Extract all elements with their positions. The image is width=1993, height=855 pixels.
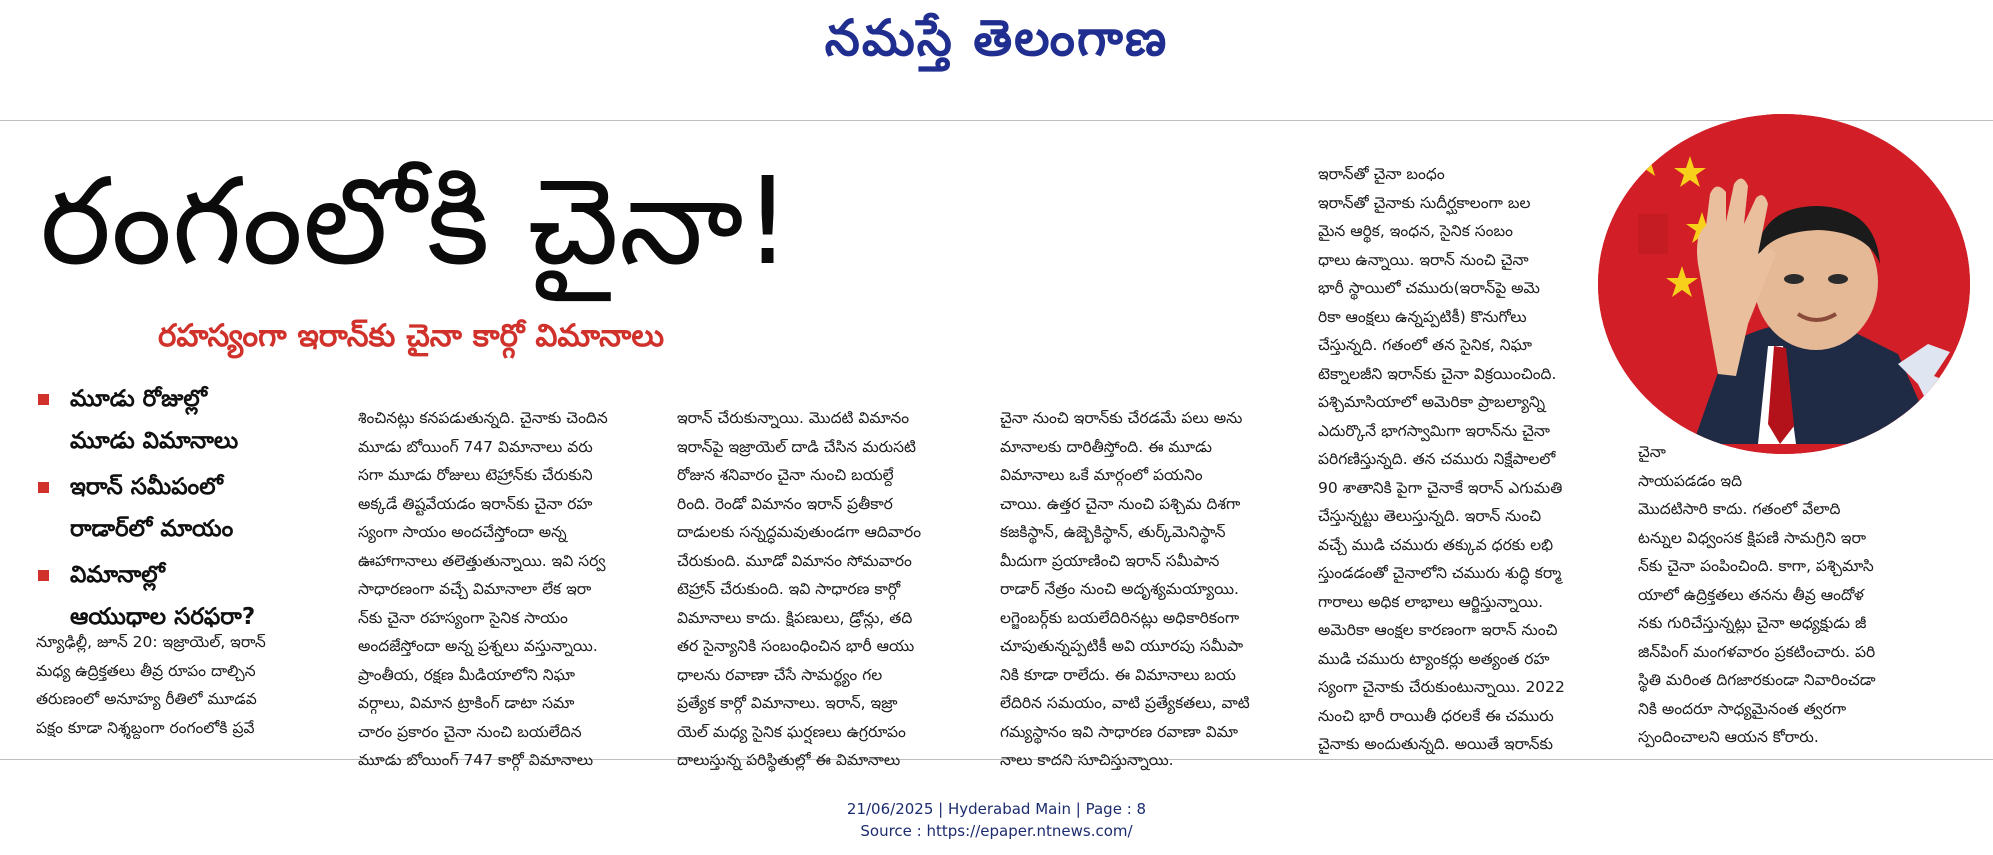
article-text-line: చైనా (1638, 443, 1666, 461)
article-text-line: వర్గాలు, విమాన ట్రాకింగ్ డాటా సమా (358, 694, 575, 712)
article-text-line: చాయి. ఉత్తర చైనా నుంచి పశ్చిమ దిశగా (1000, 494, 1241, 513)
article-text-line: లగ్జెంబర్గ్‌కు బయలేదిరినట్లు అధికారికంగా (1000, 608, 1240, 627)
article-text-line: టన్నుల విధ్వంసక క్షిపణి సామగ్రిని ఇరా (1638, 528, 1866, 547)
article-text-line: అక్కడే తిష్టవేయడం ఇరాన్‌కు చైనా రహ (358, 494, 593, 513)
article-text-line: అందజేస్తోందా అన్న ప్రశ్నలు వస్తున్నాయి. (358, 637, 598, 655)
article-text-line: నికి అందరూ సాధ్యమైనంత త్వరగా (1638, 699, 1847, 718)
article-text-line: పక్షం కూడా నిశ్శబ్దంగా రంగంలోకి ప్రవే (36, 718, 255, 737)
article-text-line: అమెరికా ఆంక్షల కారణంగా ఇరాన్ నుంచి (1318, 621, 1558, 639)
portrait-illustration (1598, 114, 1970, 454)
article-text-line: ఊహాగానాలు తలెత్తుతున్నాయి. ఇవి సర్వ (358, 551, 606, 570)
article-text-line: వచ్చే ముడి చమురు తక్కువ ధరకు లభి (1318, 535, 1554, 554)
article-text-line: రికా ఆంక్షలు ఉన్నప్పటికీ) కొనుగోలు (1318, 307, 1527, 326)
bullet-text: విమానాల్లో (70, 562, 165, 588)
article-column-6 (1638, 438, 1968, 752)
footer-source: Source : https://epaper.ntnews.com/ (860, 822, 1133, 840)
article-text-line: చేస్తున్నట్టు తెలుస్తున్నది. ఇరాన్ నుంచి (1318, 507, 1542, 525)
article-text-line: నాలు కాదని సూచిస్తున్నాయి. (1000, 751, 1174, 769)
bullet-square-icon (38, 482, 49, 493)
bullet-text: మూడు విమానాలు (70, 428, 239, 454)
article-text-line: మీదుగా ప్రయాణించి ఇరాన్ సమీపాన (1000, 551, 1220, 570)
article-text-line: విమానాలు ఒకే మార్గంలో పయనిం (1000, 466, 1203, 484)
article-text-line: నకు గురిచేస్తున్నట్లు చైనా అధ్యక్షుడు జీ (1638, 614, 1867, 632)
article-text-line: ఇరాన్‌తో చైనా బంధం (1318, 165, 1445, 183)
bullet-text: మూడు రోజుల్లో (70, 386, 208, 412)
bullet-square-icon (38, 570, 49, 581)
article-text-line: చూపుతున్నప్పటికీ అవి యూరపు సమీపా (1000, 637, 1244, 655)
bullet-highlights (34, 378, 344, 642)
article-text-line: ధాలు ఉన్నాయి. ఇరాన్ నుంచి చైనా (1318, 250, 1529, 269)
article-column-2 (358, 404, 678, 775)
article-text-line: స్యంగా చైనాకు చేరుకుంటున్నాయి. 2022 (1318, 678, 1565, 696)
article-text-line: న్‌కు చైనా రహస్యంగా సైనిక సాయం (358, 608, 568, 627)
article-text-line: టెహ్రాన్ చేరుకుంది. ఇవి సాధారణ కార్గో (677, 580, 901, 598)
article-text-line: రింది. రెండో విమానం ఇరాన్ ప్రతీకార (677, 494, 893, 513)
article-text-line: చారం ప్రకారం చైనా నుంచి బయలేదిన (358, 722, 582, 741)
article-text-line: దాడులకు సన్నద్ధమవుతుండగా ఆదివారం (677, 523, 922, 541)
article-text-line: నికి కూడా రాలేదు. ఈ విమానాలు బయ (1000, 665, 1236, 684)
article-text-line: చేరుకుంది. మూడో విమానం సోమవారం (677, 551, 912, 570)
article-text-line: న్యూఢిల్లీ, జూన్ 20: ఇజ్రాయెల్, ఇరాన్ (36, 633, 266, 651)
article-text-line: సాయపడడం ఇది (1638, 471, 1743, 490)
article-text-line: 90 శాతానికి పైగా చైనాకే ఇరాన్ ఎగుమతి (1318, 478, 1563, 497)
article-text-line: మైన ఆర్థిక, ఇంధన, సైనిక సంబం (1318, 222, 1513, 240)
article-text-line: జిన్‌పింగ్ మంగళవారం ప్రకటించారు. పరి (1638, 642, 1876, 661)
article-text-line: ప్రాంతీయ, రక్షణ మీడియాలోని నిఘా (358, 665, 575, 684)
article-text-line: స్పందించాలని ఆయన కోరారు. (1638, 728, 1819, 746)
article-text-line: సాధారణంగా వచ్చే విమానాలా లేక ఇరా (358, 580, 592, 598)
article-text-line: పశ్చిమాసియాలో అమెరికా ప్రాబల్యాన్ని (1318, 393, 1546, 411)
bullet-text: ఇరాన్ సమీపంలో (70, 474, 223, 500)
article-text-line: మూడు బోయింగ్ 747 విమానాలు వరు (358, 437, 593, 456)
footer-date-edition: 21/06/2025 | Hyderabad Main | Page : 8 (846, 800, 1147, 818)
page-footer (0, 798, 1993, 842)
article-text-line: కజకిస్థాన్, ఉజ్బెకిస్థాన్, తుర్క్‌మెనిస్థాన్ (1000, 523, 1226, 541)
article-text-line: గారాలు అధిక లాభాలు ఆర్జిస్తున్నాయి. (1318, 592, 1544, 611)
article-text-line: భారీ స్థాయిలో చమురు(ఇరాన్‌పై అమె (1318, 279, 1540, 297)
bullet-square-icon (38, 394, 49, 405)
article-text-line: చేస్తున్నది. గతంలో తన సైనిక, నిఘా (1318, 336, 1532, 354)
article-text-line: స్థితి మరింత దిగజారకుండా నివారించడా (1638, 671, 1876, 689)
subheadline: రహస్యంగా ఇరాన్‌కు చైనా కార్గో విమానాలు (158, 318, 665, 354)
article-text-line: యాలో ఉద్రిక్తతలు తనను తీవ్ర ఆందోళ (1638, 585, 1864, 604)
article-text-line: రాడార్ నేత్రం నుంచి అదృశ్యమయ్యాయి. (1000, 580, 1239, 598)
article-text-line: నుంచి భారీ రాయితీ ధరలకే ఈ చమురు (1318, 706, 1554, 725)
article-text-line: విమానాలు కాదు. క్షిపణులు, డ్రోన్లు, తది (677, 608, 913, 627)
article-text-line: ఇరాన్ చేరుకున్నాయి. మొదటి విమానం (677, 409, 910, 427)
article-text-line: ఎదుర్కొనే భాగస్వామిగా ఇరాన్‌ను చైనా (1318, 421, 1550, 440)
article-text-line: న్‌కు చైనా పంపించింది. కాగా, పశ్చిమాసి (1638, 557, 1874, 575)
article-text-line: స్తుండడంతో చైనాలోని చమురు శుద్ధి కర్మా (1318, 564, 1562, 582)
article-text-line: ఇరాన్‌తో చైనాకు సుదీర్ఘకాలంగా బల (1318, 193, 1531, 212)
article-text-line: చైనా నుంచి ఇరాన్‌కు చేరడమే పలు అను (1000, 409, 1243, 427)
xi-jinping-photo (1598, 114, 1970, 454)
masthead-title: నమస్తే తెలంగాణ (824, 8, 1169, 67)
article-text-line: తర సైన్యానికి సంబంధించిన భారీ ఆయు (677, 637, 915, 655)
article-text-line: దాలుస్తున్న పరిస్థితుల్లో ఈ విమానాలు (677, 751, 901, 769)
headline: రంగంలోకి చైనా! (40, 153, 792, 292)
bullet-item (34, 466, 344, 550)
article-text-line: మానాలకు దారితీస్తోంది. ఈ మూడు (1000, 437, 1212, 456)
article-column-1 (36, 628, 348, 742)
bullet-text: రాడార్‌లో మాయం (70, 516, 234, 542)
article-text-line: ప్రత్యేక కార్గో విమానాలు. ఇరాన్, ఇజ్రా (677, 694, 898, 712)
bullet-item (34, 378, 344, 462)
article-text-line: టెక్నాలజీని ఇరాన్‌కు చైనా విక్రయించింది. (1318, 364, 1557, 383)
article-text-line: మూడు బోయింగ్ 747 కార్గో విమానాలు (358, 751, 594, 769)
article-text-line: పరిగణిస్తున్నది. తన చమురు నిక్షేపాలలో (1318, 450, 1556, 468)
article-text-line: రోజున శనివారం చైనా నుంచి బయల్దే (677, 466, 894, 484)
bullet-item (34, 554, 344, 638)
bullet-text: ఆయుధాల సరఫరా? (70, 604, 256, 630)
article-text-line: యెల్ మధ్య సైనిక ఘర్షణలు ఉగ్రరూపం (677, 722, 906, 741)
article-text-line: ఇరాన్‌పై ఇజ్రాయెల్ దాడి చేసిన మరుసటి (677, 437, 917, 456)
article-text-line: లేదిరిన సమయం, వాటి ప్రత్యేకతలు, వాటి (1000, 694, 1250, 712)
article-text-line: శించినట్లు కనపడుతున్నది. చైనాకు చెందిన (358, 409, 608, 427)
article-text-line: సగా మూడు రోజులు టెహ్రాన్‌కు చేరుకుని (358, 466, 593, 484)
article-text-line: తరుణంలో అనూహ్య రీతిలో మూడవ (36, 690, 257, 708)
article-column-3 (677, 404, 997, 775)
article-text-line: మొదటిసారి కాదు. గతంలో వేలాది (1638, 500, 1841, 518)
article-text-line: ధాలను రవాణా చేసే సామర్థ్యం గల (677, 665, 883, 684)
article-column-5 (1318, 160, 1648, 759)
article-text-line: చైనాకు అందుతున్నది. అయితే ఇరాన్‌కు (1318, 735, 1553, 753)
article-text-line: గమ్యస్థానం ఇవి సాధారణ రవాణా విమా (1000, 722, 1238, 741)
article-text-line: మధ్య ఉద్రిక్తతలు తీవ్ర రూపం దాల్చిన (36, 661, 256, 680)
article-column-4 (1000, 404, 1320, 775)
article-text-line: స్యంగా సాయం అందచేస్తోందా అన్న (358, 523, 567, 541)
article-text-line: ముడి చమురు ట్యాంకర్లు అత్యంత రహ (1318, 649, 1550, 668)
